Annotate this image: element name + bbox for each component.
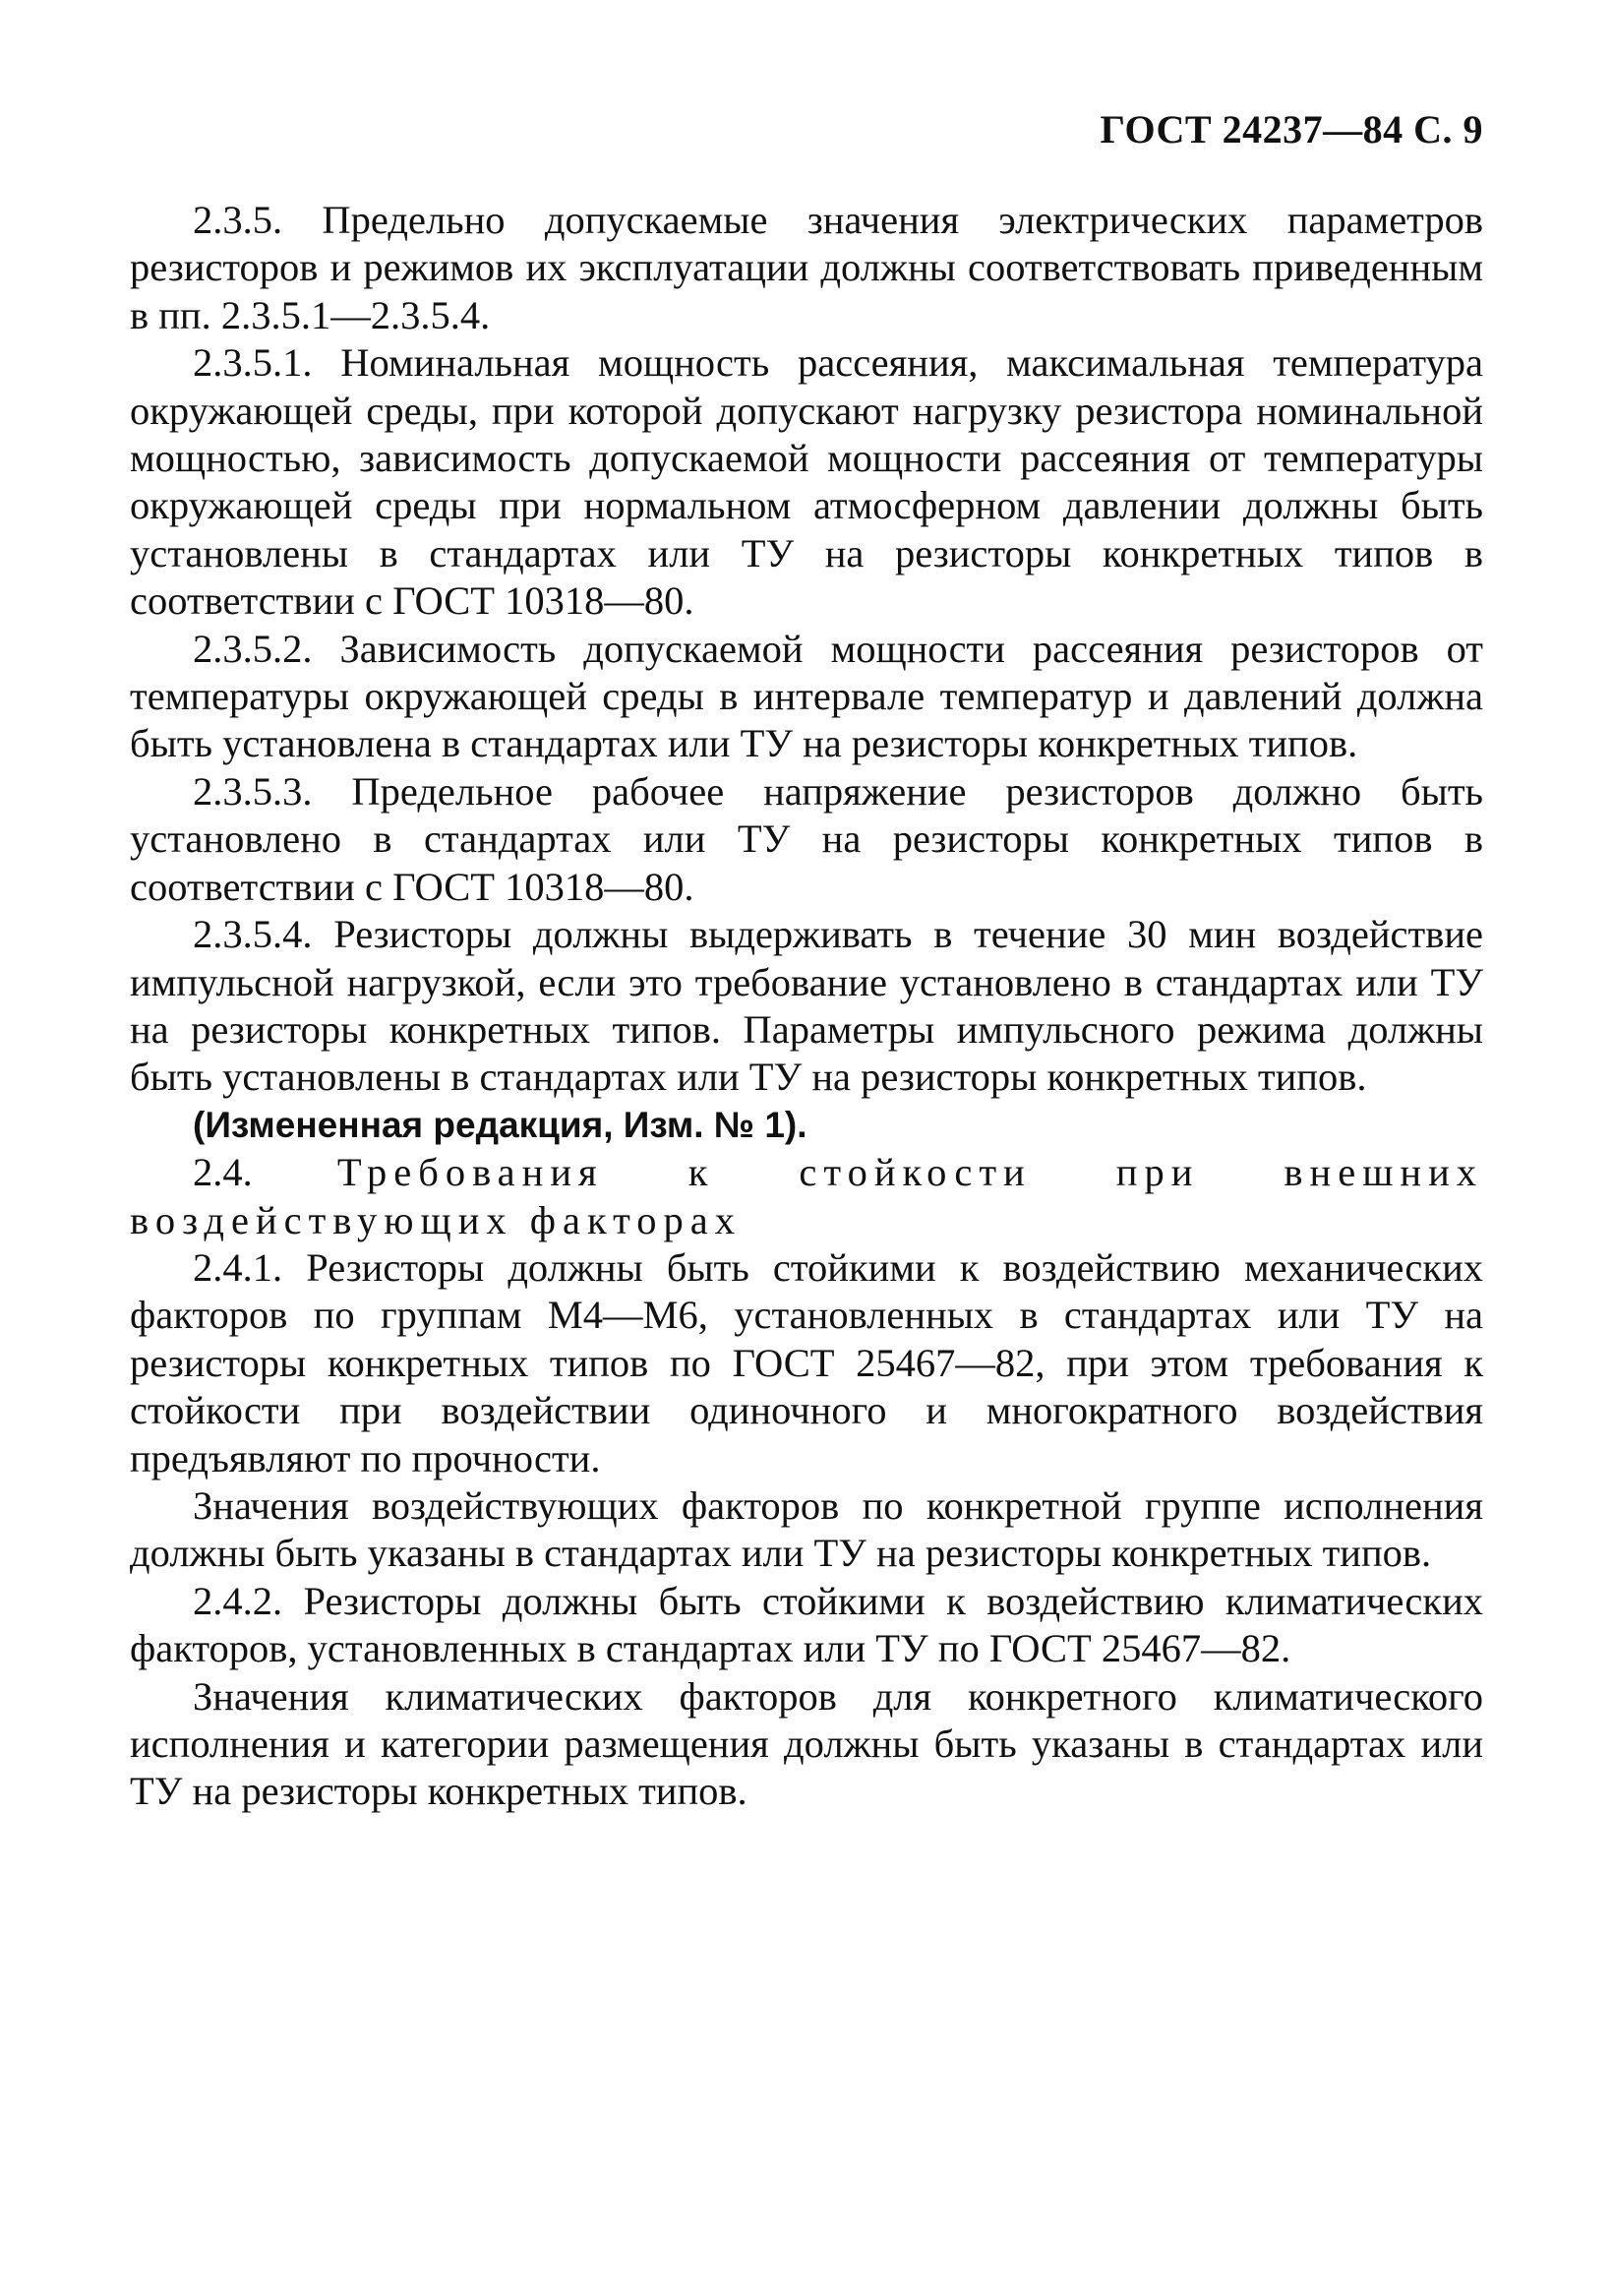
body-text [130,197,1483,1816]
section-heading [130,1149,1483,1244]
paragraph-2-3-5-2: 2.3.5.2. Зависимость допускаемой мощности рассеяния резисторов от температуры окружающей среды в интервале температур и давлений должна быть установлена в стандартах или ТУ на резисторы конкретных типов. [130,626,1483,766]
paragraph-2-4-1-values: Значения воздействующих факторов по конкретной группе исполнения должны быть указаны в стандартах или ТУ на резисторы конкретных типов. [130,1482,1483,1576]
amendment-note: (Измененная редакция, Изм. № 1). [193,1104,807,1145]
paragraph-2-4-1: 2.4.1. Резисторы должны быть стойкими к воздействию механических факторов по группам М4—М6, установленных в стандартах или ТУ на резисторы конкретных типов по ГОСТ 25467—82, при этом требования к стойкости при воздействии одиночного и многократного воздействия предъявляют по прочности. [130,1244,1483,1480]
section-number: 2.4. [193,1150,253,1195]
paragraph-2-3-5-1: 2.3.5.1. Номинальная мощность рассеяния, максимальная температура окружающей среды, при которой допускают нагрузку резистора номинальной мощностью, зависимость допускаемой мощности рассеяния от температуры окружающей среды при нормальном атмосферном давлении должны быть установлены в стандартах или ТУ на резисторы конкретных типов в соответствии с ГОСТ 10318—80. [130,340,1483,624]
paragraph-2-4-2: 2.4.2. Резисторы должны быть стойкими к воздействию климатических факторов, установленных в стандартах или ТУ по ГОСТ 25467—82. [130,1578,1483,1671]
paragraph-2-4-2-values: Значения климатических факторов для конкретного климатического исполнения и категории размещения должны быть указаны в стандартах или ТУ на резисторы конкретных типов. [130,1673,1483,1814]
section-title: Требования к стойкости при внешних воздействующих факторах [130,1150,1483,1242]
paragraph-2-3-5: 2.3.5. Предельно допускаемые значения электрических параметров резисторов и режимов их эксплуатации должны соответствовать приведенным в пп. 2.3.5.1—2.3.5.4. [130,198,1483,337]
paragraph-2-3-5-3: 2.3.5.3. Предельное рабочее напряжение резисторов должно быть установлено в стандартах или ТУ на резисторы конкретных типов в соответствии с ГОСТ 10318—80. [130,768,1483,909]
paragraph-2-3-5-4: 2.3.5.4. Резисторы должны выдерживать в течение 30 мин воздействие импульсной нагрузкой, если это требование установлено в стандартах или ТУ на резисторы конкретных типов. Параметры импульсного режима должны быть установлены в стандартах или ТУ на резисторы конкретных типов. [130,912,1483,1100]
page-header: ГОСТ 24237—84 С. 9 [1100,107,1483,151]
